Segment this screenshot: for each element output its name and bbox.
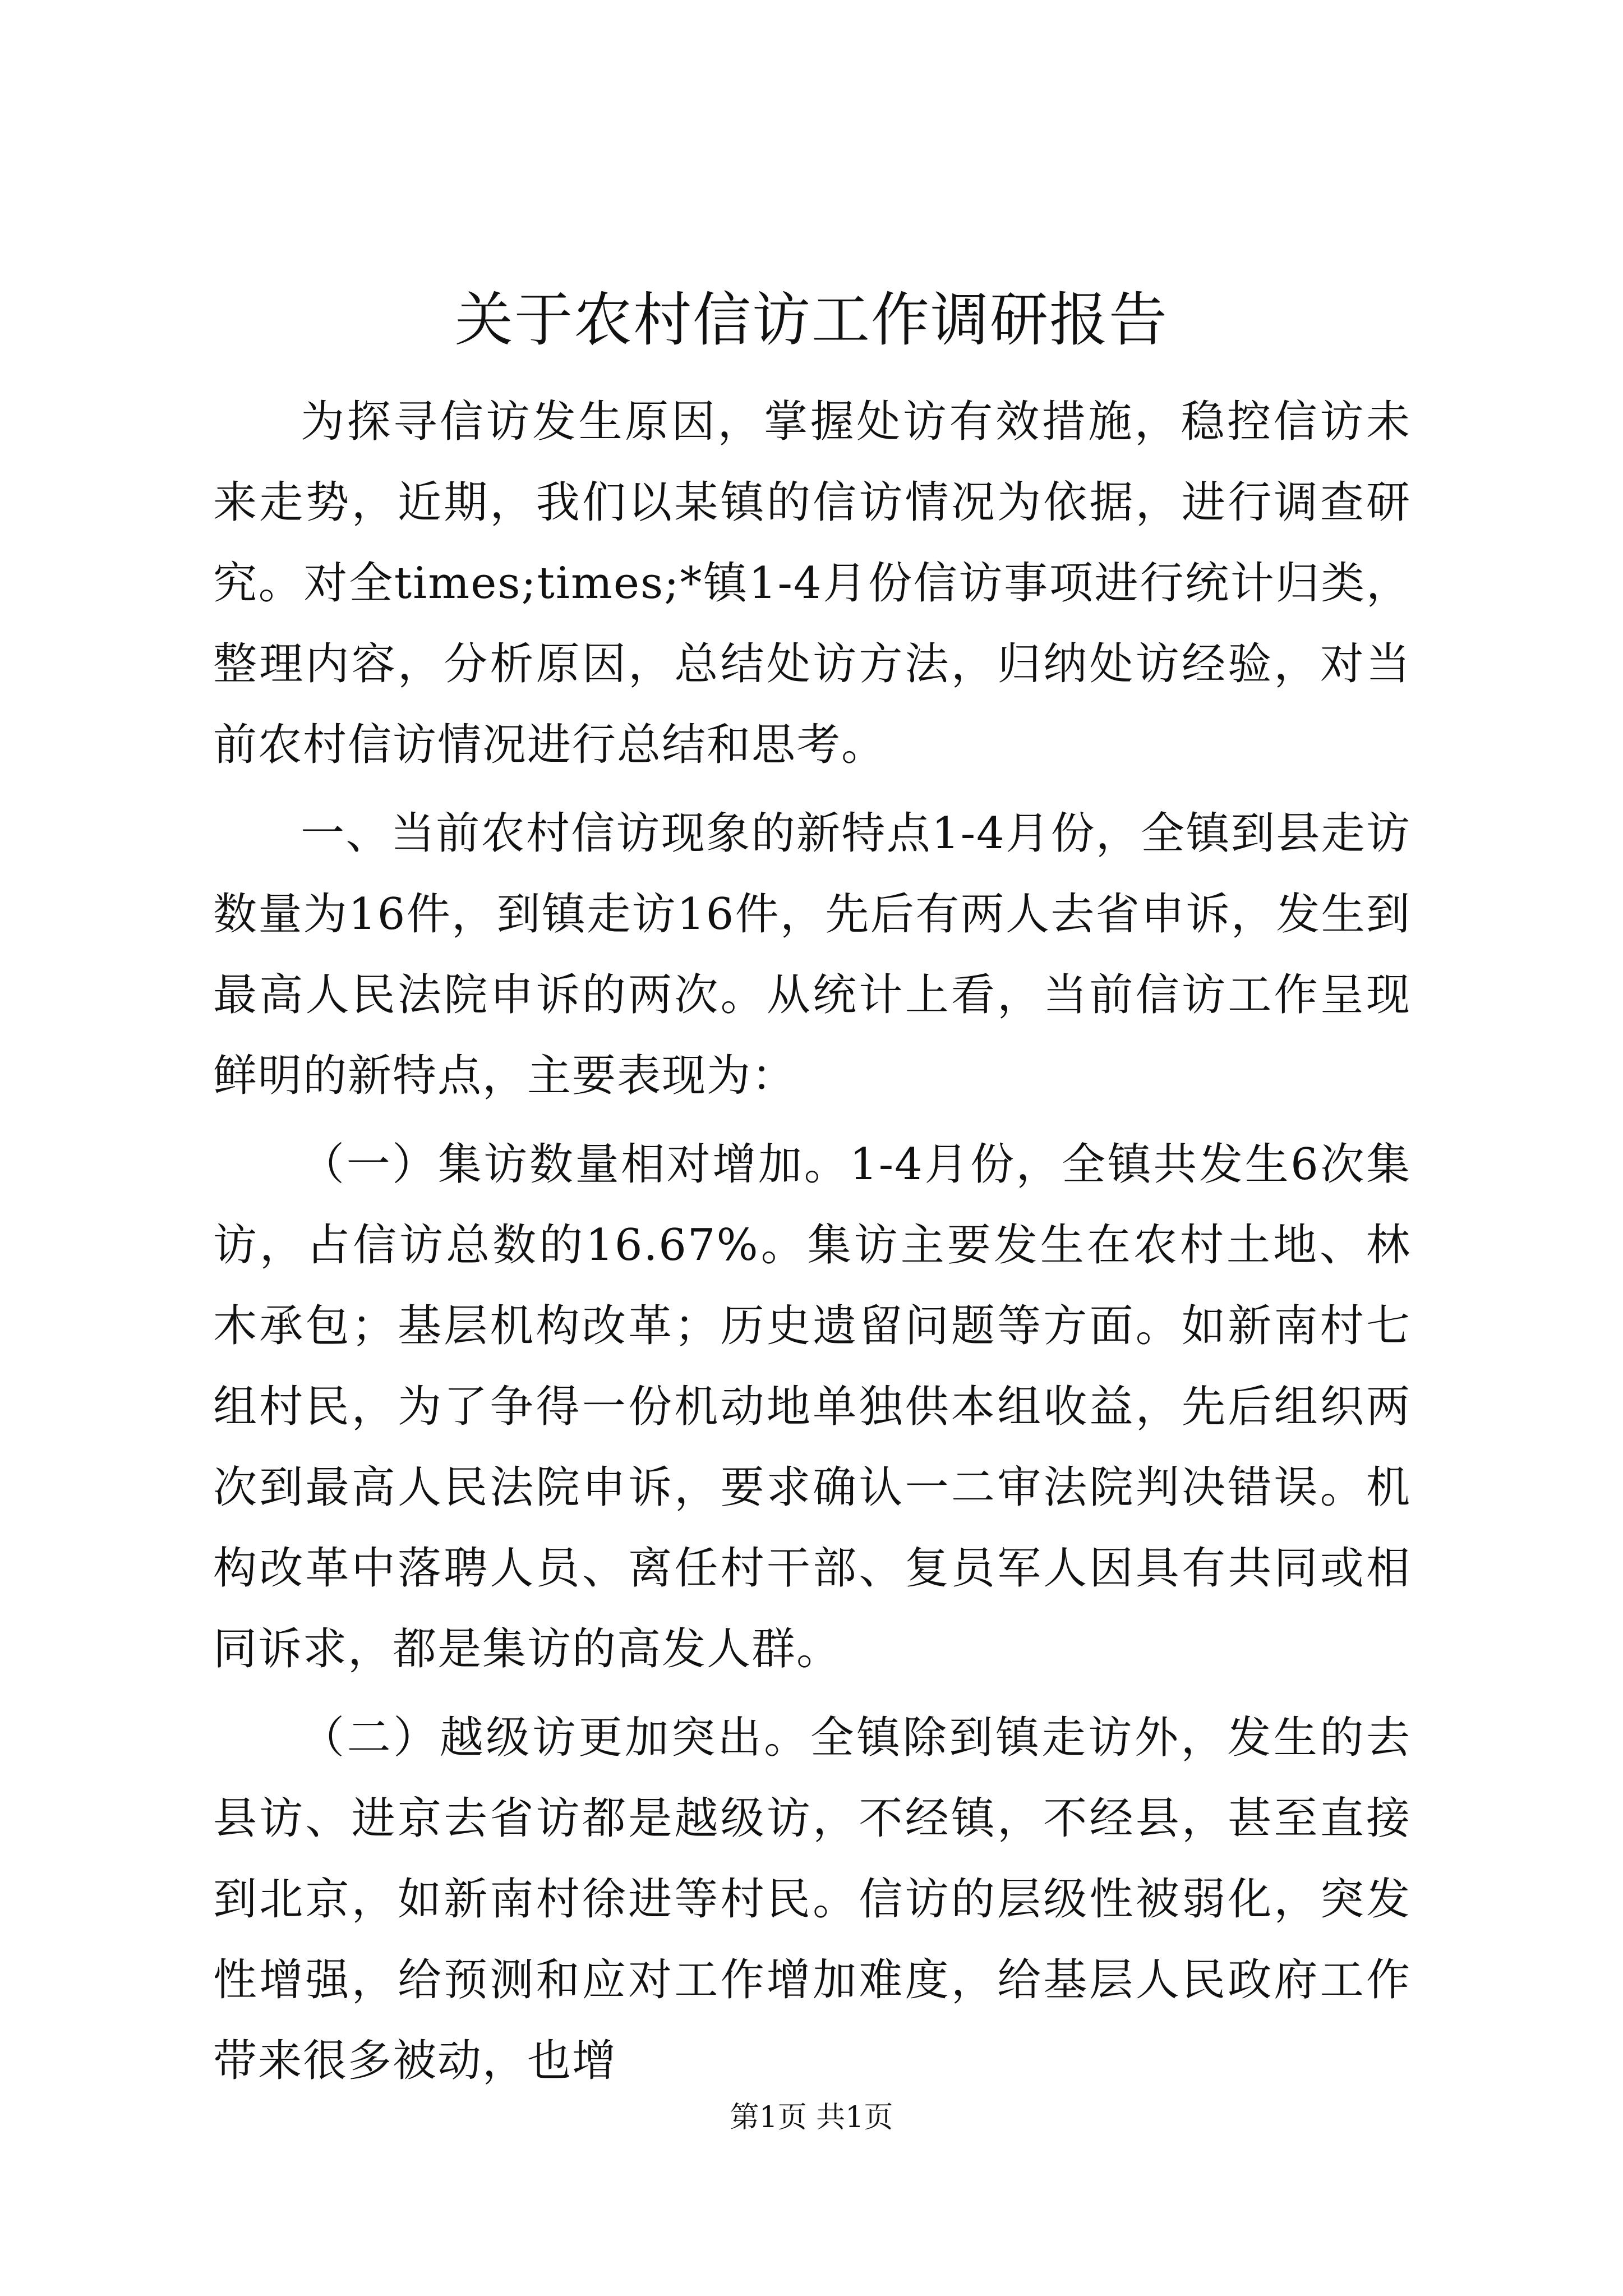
paragraph-section-one: 一、当前农村信访现象的新特点1-4月份，全镇到县走访数量为16件，到镇走访16件，先后有两人去省申诉，发生到最高人民法院申诉的两次。从统计上看，当前信访工作呈现鲜明的新特点，主要表现为： [213,808,1411,1101]
document-body [213,381,1411,2101]
page-footer: 第1页 共1页 [730,2101,893,2134]
document-title: 关于农村信访工作调研报告 [454,286,1168,354]
paragraph-intro: 为探寻信访发生原因，掌握处访有效措施，稳控信访未来走势，近期，我们以某镇的信访情况为依据，进行调查研究。对全times;times;*镇1-4月份信访事项进行统计归类，整理内容，分析原因，总结处访方法，归纳处访经验，对当前农村信访情况进行总结和思考。 [213,397,1411,770]
paragraph-point-one: （一）集访数量相对增加。1-4月份，全镇共发生6次集访，占信访总数的16.67%。集访主要发生在农村土地、林木承包；基层机构改革；历史遗留问题等方面。如新南村七组村民，为了争得一份机动地单独供本组收益，先后组织两次到最高人民法院申诉，要求确认一二审法院判决错误。机构改革中落聘人员、离任村干部、复员军人因具有共同或相同诉求，都是集访的高发人群。 [213,1139,1411,1674]
paragraph-point-two: （二）越级访更加突出。全镇除到镇走访外，发生的去县访、进京去省访都是越级访，不经镇，不经县，甚至直接到北京，如新南村徐进等村民。信访的层级性被弱化，突发性增强，给预测和应对工作增加难度，给基层人民政府工作带来很多被动，也增 [213,1713,1411,2086]
